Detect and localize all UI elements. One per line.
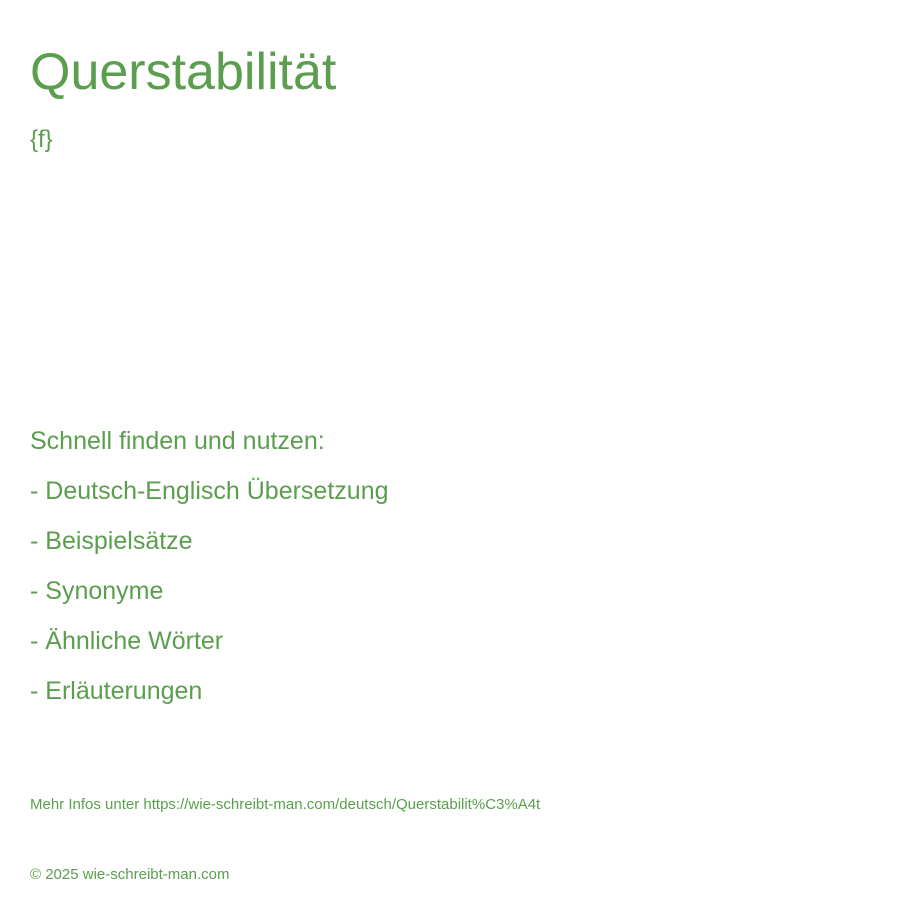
feature-item-similar-words: - Ähnliche Wörter	[30, 627, 224, 655]
gender-label: {f}	[30, 126, 53, 153]
feature-item-explanations: - Erläuterungen	[30, 677, 203, 705]
feature-item-example-sentences: - Beispielsätze	[30, 527, 193, 555]
more-info-line	[30, 794, 540, 816]
page-title: Querstabilität	[30, 43, 337, 101]
feature-item-translation: - Deutsch-Englisch Übersetzung	[30, 477, 389, 505]
feature-item-synonyms: - Synonyme	[30, 577, 164, 605]
copyright-notice: © 2025 wie-schreibt-man.com	[30, 866, 230, 883]
features-list	[30, 474, 389, 724]
features-heading: Schnell finden und nutzen:	[30, 427, 325, 455]
more-info-prefix: Mehr Infos unter	[30, 796, 144, 813]
more-info-link[interactable]: https://wie-schreibt-man.com/deutsch/Querstabilit%C3%A4t	[143, 796, 541, 813]
